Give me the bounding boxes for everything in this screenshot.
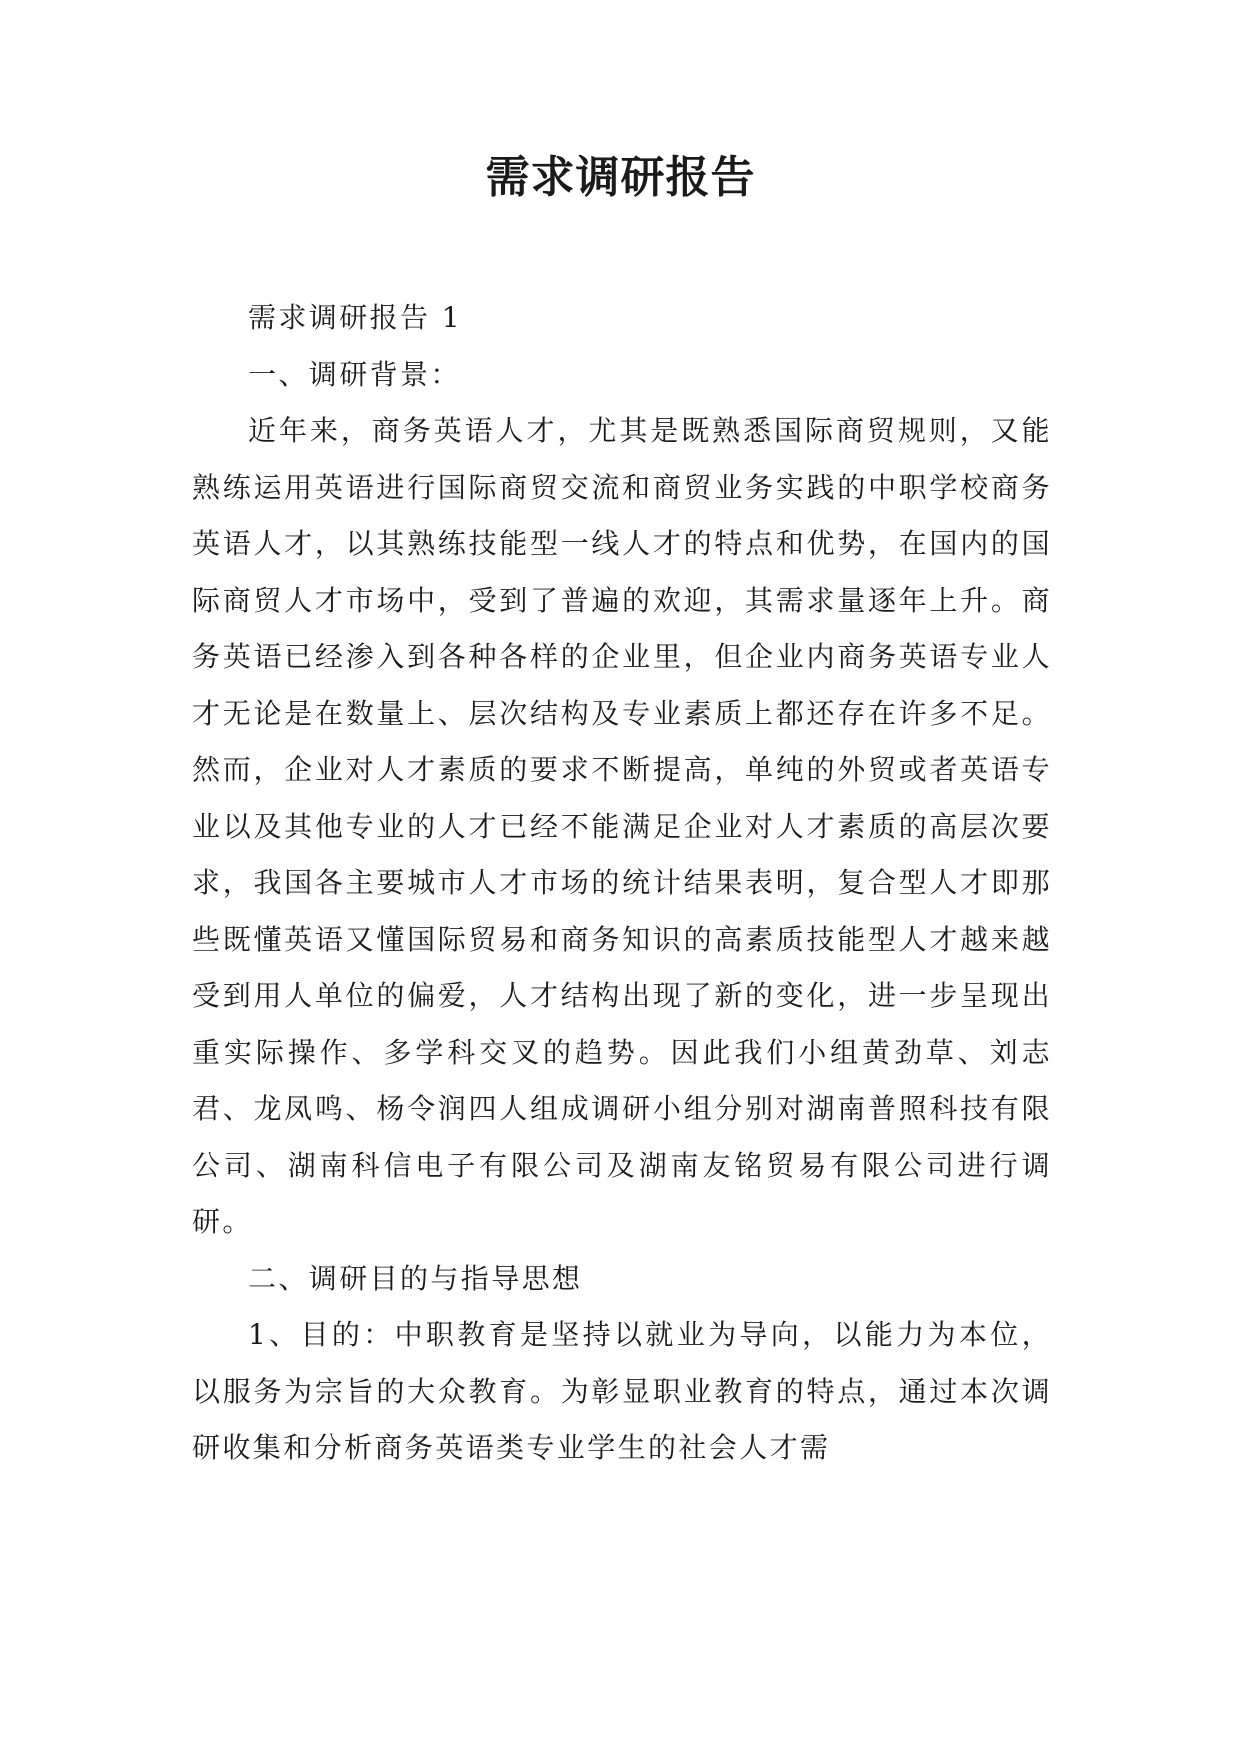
purpose-paragraph: 1、目的：中职教育是坚持以就业为导向，以能力为本位，以服务为宗旨的大众教育。为彰显职业教育的特点，通过本次调研收集和分析商务英语类专业学生的社会人才需 xyxy=(192,1318,1052,1464)
section-heading-background: 一、调研背景： xyxy=(248,357,461,391)
document-title: 需求调研报告 xyxy=(485,152,756,203)
section-heading-purpose: 二、调研目的与指导思想 xyxy=(248,1261,583,1295)
background-paragraph: 近年来，商务英语人才，尤其是既熟悉国际商贸规则，又能熟练运用英语进行国际商贸交流和商贸业务实践的中职学校商务英语人才，以其熟练技能型一线人才的特点和优势，在国内的国际商贸人才市场中，受到了普遍的欢迎，其需求量逐年上升。商务英语已经渗入到各种各样的企业里，但企业内商务英语专业人才无论是在数量上、层次结构及专业素质上都还存在许多不足。 然而，企业对人才素质的要求不断提高，单纯的外贸或者英语专业以及其他专业的人才已经不能满足企业对人才素质的高层次要求，我国各主要城市人才市场的统计结果表明，复合型人才即那些既懂英语又懂国际贸易和商务知识的高素质技能型人才越来越受到用人单位的偏爱，人才结构出现了新的变化，进一步呈现出重实际操作、多学科交叉的趋势。因此我们小组黄劲草、刘志君、龙凤鸣、杨令润四人组成调研小组分别对湖南普照科技有限公司、湖南科信电子有限公司及湖南友铭贸易有限公司进行调研。 xyxy=(192,414,1052,1238)
report-heading: 需求调研报告 1 xyxy=(248,301,462,334)
document-body xyxy=(192,290,1052,1477)
